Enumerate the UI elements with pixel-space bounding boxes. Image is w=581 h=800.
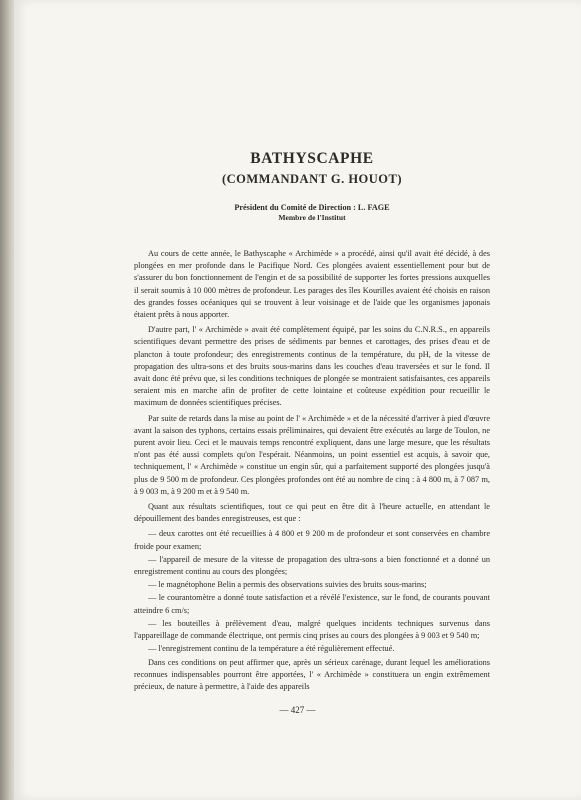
list-item: — deux carottes ont été recueillies à 4 800 et 9 200 m de profondeur et sont conservées en chambre froide pour examen;: [134, 529, 490, 551]
list-item: — le courantomètre a donné toute satisfaction et a révélé l'existence, sur le fond, de courants pouvant atteindre 6 cm/s;: [134, 593, 490, 615]
paragraph-4: Quant aux résultats scientifiques, tout ce qui peut en être dit à l'heure actuelle, en attendant le dépouillement des bandes enregistreuses, est que :: [134, 502, 490, 524]
paragraph-5: Dans ces conditions on peut affirmer que, après un sérieux carénage, durant lequel les améliorations reconnues indispensables pourront être apportées, l' « Archimède » constituera un engin extrêmement précieux, de nature à permettre, à l'aide des appareils: [134, 657, 490, 691]
list-item: — l'enregistrement continu de la température a été régulièrement effectué.: [148, 644, 395, 654]
paragraph-3: Par suite de retards dans la mise au point de l' « Archimède » et de la nécessité d'arriver à pied d'œuvre avant la saison des typhons, certains essais préliminaires, qui devaient être exécutés au large de Toulon, ne purent avoir lieu. Ceci et le mauvais temps rencontré expliquent, dans une large mesure, que les résultats n'ont pas été aussi complets qu'on l'espérait. Néanmoins, un point essentiel est acquis, à savoir que, techniquement, l' « Archimède » constitue un engin sûr, qui a parfaitement supporté des plongées jusqu'à plus de 9 500 m de profondeur. Ces plongées profondes ont été au nombre de cinq : à 4 800 m, à 7 087 m, à 9 003 m, à 9 200 m et à 9 540 m.: [134, 413, 490, 496]
paragraph-2: D'autre part, l' « Archimède » avait été complètement équipé, par les soins du C.N.R.S., en appareils scientifiques devant permettre des prises de sédiments par bennes et carottages, des prises d'eau et de plancton à toute profondeur; des enregistrements continus de la température, du pH, de la vitesse de propagation des ultra-sons et des bruits sous-marins dans les couches d'eau traversées et sur le fond. Il avait donc été prévu que, si les conditions techniques de plongée se montraient satisfaisantes, ces appareils seraient mis en marche afin de profiter de cette lointaine et coûteuse expédition pour recueillir le maximum de données scientifiques précises.: [134, 325, 490, 408]
president-line: Président du Comité de Direction : L. FAGE: [234, 203, 390, 212]
list-item: — le magnétophone Belin a permis des observations suivies des bruits sous-marins;: [148, 580, 427, 590]
document-page: [14, 0, 581, 800]
page-title: BATHYSCAPHE: [250, 150, 374, 167]
list-item: — l'appareil de mesure de la vitesse de propagation des ultra-sons a bien fonctionné et a donné un enregistrement continu au cours des plongées;: [134, 554, 490, 577]
paragraph-1: Au cours de cette année, le Bathyscaphe « Archimède » a procédé, ainsi qu'il avait été décidé, à des plongées en mer profonde dans le Pacifique Nord. Ces plongées avaient essentiellement pour but de s'assurer du bon fonctionnement de l'engin et de sa possibilité de supporter les fortes pressions auxquelles il serait soumis à 10 000 mètres de profondeur. Les parages des îles Kourilles avaient été choisis en raison des grandes fosses océaniques qui se trouvent à leur voisinage et de l'aide que les organismes japonais étaient prêts à nous apporter.: [134, 249, 490, 320]
page-number: — 427 —: [279, 705, 316, 715]
membre-line: Membre de l'Institut: [278, 213, 346, 222]
page-subtitle: (COMMANDANT G. HOUOT): [221, 172, 403, 186]
page-content: [134, 150, 490, 696]
list-item: — les bouteilles à prélèvement d'eau, malgré quelques incidents techniques survenus dans l'appareillage de commande électrique, ont permis cinq prises au cours des plongées à 9 003 et 9 540 m;: [134, 618, 490, 641]
